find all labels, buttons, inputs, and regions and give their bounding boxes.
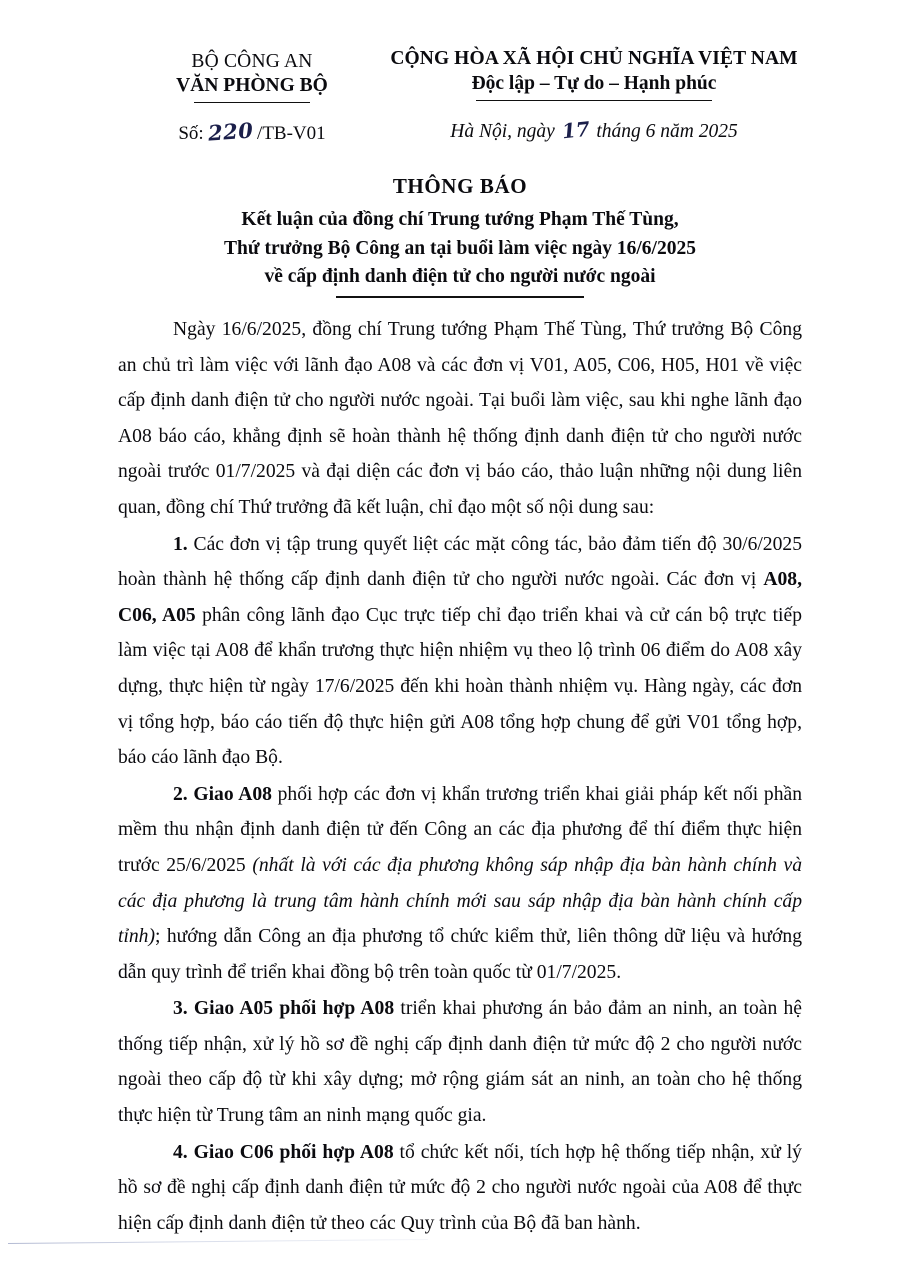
document-number-handwritten: 220 bbox=[206, 117, 254, 146]
item-2-text-part-1: phối hợp các đơn vị khẩn trương triển khai giải pháp kết nối phần mềm thu nhận định danh điện tử đến Công an các địa phương để thí điểm thực hiện trước 25/6/2025 bbox=[118, 783, 802, 876]
item-1-text-part-1: Các đơn vị tập trung quyết liệt các mặt công tác, bảo đảm tiến độ 30/6/2025 hoàn thành hệ thống cấp định danh điện tử cho người nước ngoài. Các đơn vị bbox=[118, 533, 802, 591]
paragraph-intro bbox=[118, 312, 802, 526]
issuing-office-wrap bbox=[118, 74, 386, 103]
document-number-line bbox=[118, 119, 386, 145]
item-2-heading: 2. Giao A08 bbox=[173, 783, 272, 805]
paragraph-item-1 bbox=[118, 527, 802, 776]
paragraph-item-2 bbox=[118, 777, 802, 991]
motto-underline bbox=[476, 100, 712, 102]
item-4-text: tổ chức kết nối, tích hợp hệ thống tiếp nhận, xử lý hồ sơ đề nghị cấp định danh điện tử mức độ 2 cho người nước ngoài của A08 để thực hiện cấp định danh điện tử theo các Quy trình của Bộ đã ban hành. bbox=[118, 1141, 802, 1234]
issuer-block bbox=[118, 46, 386, 145]
paragraph-item-4 bbox=[118, 1135, 802, 1242]
place-date-prefix: Hà Nội, ngày bbox=[450, 121, 555, 143]
national-motto-wrap bbox=[386, 71, 802, 101]
title-underline bbox=[336, 296, 584, 298]
item-1-number: 1. bbox=[173, 533, 188, 555]
country-name: CỘNG HÒA XÃ HỘI CHỦ NGHĨA VIỆT NAM bbox=[390, 48, 798, 69]
intro-text: Ngày 16/6/2025, đồng chí Trung tướng Phạm Thế Tùng, Thứ trưởng Bộ Công an chủ trì làm việc với lãnh đạo A08 và các đơn vị V01, A05, C06, H05, H01 về việc cấp định danh điện tử cho người nước ngoài. Tại buổi làm việc, sau khi nghe lãnh đạo A08 báo cáo, khẳng định sẽ hoàn thành hệ thống định danh điện tử cho người nước ngoài trước 01/7/2025 và đại diện các đơn vị báo cáo, thảo luận những nội dung liên quan, đồng chí Thứ trưởng đã kết luận, chỉ đạo một số nội dung sau: bbox=[118, 319, 802, 518]
item-3-heading: 3. Giao A05 phối hợp A08 bbox=[173, 998, 395, 1020]
place-and-date bbox=[386, 118, 802, 143]
document-number-label: Số: bbox=[178, 123, 204, 145]
document-header bbox=[118, 46, 802, 145]
item-1-units: A08, C06, A05 bbox=[118, 569, 802, 626]
subject-line-3: về cấp định danh điện tử cho người nước ngoài bbox=[264, 265, 656, 287]
place-date-suffix: tháng 6 năm 2025 bbox=[596, 121, 738, 143]
issuer-underline bbox=[194, 102, 310, 104]
document-type: THÔNG BÁO bbox=[392, 174, 528, 198]
subject-line-2: Thứ trưởng Bộ Công an tại buổi làm việc ngày 16/6/2025 bbox=[224, 237, 696, 259]
document-subject bbox=[118, 206, 802, 291]
item-3-text: triển khai phương án bảo đảm an ninh, an toàn hệ thống tiếp nhận, xử lý hồ sơ đề nghị cấp định danh điện tử mức độ 2 cho người nước ngoài theo cấp độ từ khi xây dựng; mở rộng giám sát an ninh, an toàn cho hệ thống thực hiện từ Trung tâm an ninh mạng quốc gia. bbox=[118, 998, 802, 1127]
document-body bbox=[118, 312, 802, 1241]
item-1-text-part-2: phân công lãnh đạo Cục trực tiếp chỉ đạo triển khai và cử cán bộ trực tiếp làm việc tại A08 để khẩn trương thực hiện nhiệm vụ theo lộ trình 06 điểm do A08 xây dựng, thực hiện từ ngày 17/6/2025 đến khi hoàn thành nhiệm vụ. Hàng ngày, các đơn vị tổng hợp, báo cáo tiến độ thực hiện gửi A08 tổng hợp chung để gửi V01 tổng hợp, báo cáo lãnh đạo Bộ. bbox=[118, 604, 802, 769]
issuing-office: VĂN PHÒNG BỘ bbox=[176, 75, 328, 97]
item-4-heading: 4. Giao C06 phối hợp A08 bbox=[173, 1141, 394, 1163]
issuing-ministry: BỘ CÔNG AN bbox=[191, 51, 313, 72]
subject-line-1: Kết luận của đồng chí Trung tướng Phạm Thế Tùng, bbox=[241, 209, 679, 231]
day-handwritten: 17 bbox=[560, 116, 591, 144]
item-2-parenthetical: (nhất là với các địa phương không sáp nhập địa bàn hành chính và các địa phương là trung tâm hành chính mới sau sáp nhập địa bàn hành chính cấp tỉnh) bbox=[118, 854, 802, 948]
national-heading-block bbox=[386, 46, 802, 143]
paragraph-item-3 bbox=[118, 991, 802, 1133]
document-number-suffix: /TB-V01 bbox=[257, 123, 326, 145]
title-block bbox=[118, 172, 802, 298]
item-2-text-part-2: ; hướng dẫn Công an địa phương tổ chức kiểm thử, liên thông dữ liệu và hướng dẫn quy trình để triển khai đồng bộ trên toàn quốc từ 01/7/2025. bbox=[118, 926, 802, 983]
national-motto: Độc lập – Tự do – Hạnh phúc bbox=[471, 73, 717, 95]
